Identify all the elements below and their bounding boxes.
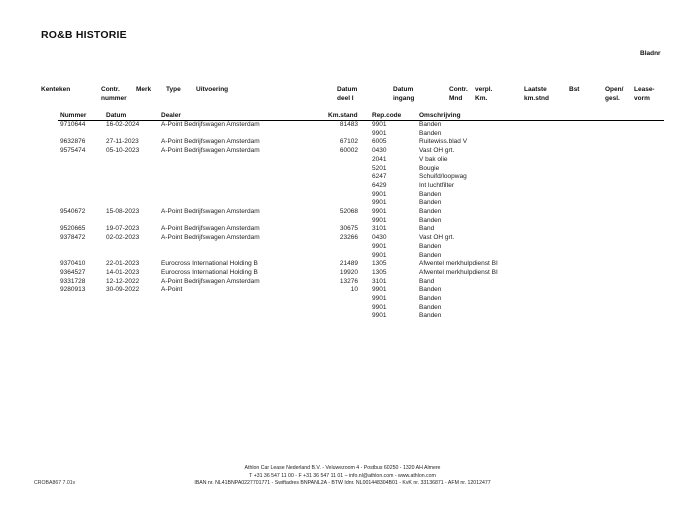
version-code: CROBA867 7.01v — [34, 480, 76, 486]
cell-dealer: A-Point Bedrijfswagen Amsterdam — [161, 234, 260, 242]
col-kenteken: Kenteken — [41, 86, 71, 93]
cell-rep-code: 0430 — [372, 147, 387, 155]
cell-datum: 16-02-2024 — [106, 121, 140, 128]
cell-omschrijving: Band — [419, 277, 435, 285]
cell-nummer: 9575474 — [60, 147, 86, 155]
cell-rep-code: 3101 — [372, 277, 387, 285]
cell-omschrijving: Banden — [419, 312, 442, 320]
cell-omschrijving: Banden — [419, 286, 442, 294]
cell-nummer: 9331728 — [60, 277, 86, 285]
cell-datum: 30-09-2022 — [106, 286, 140, 294]
cell-rep-code: 1305 — [372, 260, 387, 268]
footer-registration: IBAN nr. NL41BNPA0227701771 - Swiftadres BNPANL2A - BTW Idnr. NL001448304B01 - KvK nr. 33136871 - AFM nr. 12012477 — [194, 480, 491, 486]
cell-omschrijving: Banden — [419, 295, 442, 302]
cell-km-stand: 60002 — [339, 147, 358, 155]
cell-dealer: Eurocross International Holding B — [161, 268, 258, 276]
cell-nummer: 9632876 — [60, 138, 86, 146]
col-omschrijving: Omschrijving — [419, 112, 461, 119]
cell-datum: 22-01-2023 — [106, 260, 140, 268]
cell-datum: 19-07-2023 — [106, 225, 140, 233]
cell-omschrijving: Banden — [419, 242, 442, 250]
cell-omschrijving: Banden — [419, 208, 442, 215]
cell-omschrijving: Banden — [419, 216, 442, 224]
cell-omschrijving: Int luchtfilter — [419, 181, 455, 189]
cell-dealer: A-Point Bedrijfswagen Amsterdam — [161, 138, 260, 146]
cell-rep-code: 9901 — [372, 121, 387, 128]
col-nummer: Nummer — [60, 112, 87, 119]
cell-km-stand: 21489 — [339, 260, 358, 268]
cell-omschrijving: Banden — [419, 199, 442, 207]
cell-rep-code: 9901 — [372, 190, 387, 198]
bladnr-label: Bladnr — [640, 50, 661, 57]
cell-km-stand: 10 — [350, 286, 358, 294]
cell-omschrijving: Banden — [419, 303, 442, 311]
cell-omschrijving: Schuifd/loopwag — [419, 173, 467, 181]
cell-rep-code: 3101 — [372, 225, 387, 233]
cell-nummer: 9370410 — [60, 260, 86, 268]
col-uitvoering: Uitvoering — [196, 86, 229, 93]
cell-omschrijving: Banden — [419, 251, 442, 259]
cell-dealer: A-Point — [161, 286, 183, 294]
cell-omschrijving: Banden — [419, 129, 442, 137]
cell-omschrijving: Banden — [419, 121, 442, 128]
cell-rep-code: 9901 — [372, 295, 387, 302]
col-lease-vorm: Lease- vorm — [634, 86, 655, 102]
cell-datum: 12-12-2022 — [106, 277, 140, 285]
cell-rep-code: 2041 — [372, 155, 387, 163]
cell-datum: 02-02-2023 — [106, 234, 140, 242]
cell-nummer: 9520665 — [60, 225, 86, 233]
cell-datum: 14-01-2023 — [106, 268, 140, 276]
cell-nummer: 9540672 — [60, 208, 86, 215]
col-contr-mnd: Contr. Mnd — [449, 86, 468, 102]
cell-omschrijving: Afwentel merkhulpdienst BI — [419, 268, 498, 276]
cell-rep-code: 6429 — [372, 181, 387, 189]
cell-dealer: A-Point Bedrijfswagen Amsterdam — [161, 208, 260, 215]
col-datum-ingang: Datum ingang — [393, 86, 415, 102]
footer-contact: T +31 36 547 11 00 - F +31 36 547 11 01 – info.nl@athlon.com - www.athlon.com — [249, 473, 436, 479]
cell-dealer: A-Point Bedrijfswagen Amsterdam — [161, 225, 260, 233]
cell-km-stand: 23266 — [339, 234, 358, 242]
cell-km-stand: 13276 — [339, 277, 358, 285]
cell-km-stand: 81483 — [339, 121, 358, 128]
cell-nummer: 9280913 — [60, 286, 86, 294]
cell-datum: 05-10-2023 — [106, 147, 140, 155]
cell-omschrijving: Vast OH grt. — [419, 234, 455, 242]
col-open-gesl: Open/ gesl. — [605, 86, 624, 102]
footer-address: Athlon Car Lease Nederland B.V. - Veluwezoom 4 - Postbus 60250 - 1320 AH Almere — [244, 465, 441, 471]
cell-rep-code: 9901 — [372, 208, 387, 215]
cell-nummer: 9378472 — [60, 234, 86, 242]
cell-rep-code: 9901 — [372, 242, 387, 250]
cell-rep-code: 6005 — [372, 138, 387, 146]
cell-omschrijving: Banden — [419, 190, 442, 198]
cell-rep-code: 9901 — [372, 312, 387, 320]
cell-rep-code: 5201 — [372, 164, 387, 172]
cell-rep-code: 9901 — [372, 286, 387, 294]
col-km-stand: Km.stand — [328, 112, 358, 119]
col-bst: Bst — [569, 86, 580, 93]
cell-dealer: Eurocross International Holding B — [161, 260, 258, 268]
cell-nummer: 9710644 — [60, 121, 86, 128]
col-rep-code: Rep.code — [372, 112, 402, 119]
cell-rep-code: 9901 — [372, 129, 387, 137]
cell-km-stand: 19920 — [339, 268, 358, 276]
cell-omschrijving: Afwentel merkhulpdienst BI — [419, 260, 498, 268]
cell-datum: 15-08-2023 — [106, 208, 140, 215]
cell-omschrijving: Bougie — [419, 164, 440, 172]
cell-dealer: A-Point Bedrijfswagen Amsterdam — [161, 147, 260, 155]
cell-datum: 27-11-2023 — [106, 138, 139, 146]
cell-km-stand: 30675 — [339, 225, 358, 233]
cell-rep-code: 9901 — [372, 199, 387, 207]
cell-rep-code: 9901 — [372, 303, 387, 311]
cell-rep-code: 0430 — [372, 234, 387, 242]
cell-km-stand: 67102 — [339, 138, 358, 146]
cell-km-stand: 52068 — [339, 208, 358, 215]
col-dealer: Dealer — [161, 112, 181, 119]
cell-nummer: 9364527 — [60, 268, 86, 276]
cell-omschrijving: V bak olie — [419, 155, 448, 163]
cell-rep-code: 9901 — [372, 216, 387, 224]
col-type: Type — [166, 86, 181, 93]
col-contr-nummer: Contr. nummer — [101, 86, 127, 102]
cell-rep-code: 6247 — [372, 173, 387, 181]
cell-dealer: A-Point Bedrijfswagen Amsterdam — [161, 121, 260, 128]
col-datum-deel1: Datum deel I — [337, 86, 358, 102]
col-verpl-km: verpl. Km. — [475, 86, 493, 102]
cell-omschrijving: Band — [419, 225, 435, 233]
cell-omschrijving: Vast OH grt. — [419, 147, 455, 155]
header-rule — [58, 120, 664, 121]
col-datum: Datum — [106, 112, 127, 119]
cell-rep-code: 9901 — [372, 251, 387, 259]
cell-omschrijving: Ruitewiss.blad V — [419, 138, 468, 146]
col-merk: Merk — [136, 86, 152, 93]
cell-dealer: A-Point Bedrijfswagen Amsterdam — [161, 277, 260, 285]
cell-rep-code: 1305 — [372, 268, 387, 276]
page-title: RO&B HISTORIE — [41, 29, 127, 41]
col-laatste-kmstnd: Laatste km.stnd — [524, 86, 549, 102]
